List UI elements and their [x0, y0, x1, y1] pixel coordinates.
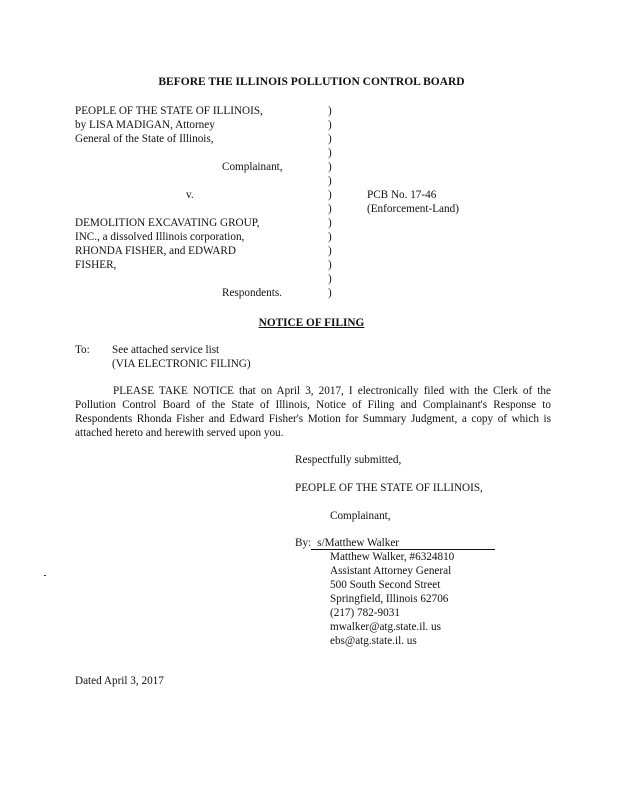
recipient-line: See attached service list: [112, 344, 220, 356]
complainant-block: [75, 104, 315, 146]
paren-mark: ): [328, 259, 332, 271]
respondent-line: FISHER,: [75, 259, 117, 271]
board-title: BEFORE THE ILLINOIS POLLUTION CONTROL BOARD: [158, 76, 465, 88]
paren-mark: ): [328, 203, 332, 215]
paren-mark: ): [328, 287, 332, 299]
respondent-role: Respondents.: [222, 287, 282, 299]
attorney-email: mwalker@atg.state.il. us: [330, 621, 441, 633]
attorney-line: Assistant Attorney General: [330, 565, 452, 577]
paren-mark: ): [328, 189, 332, 201]
respondent-line: INC., a dissolved Illinois corporation,: [75, 231, 245, 243]
signature-underline: [311, 536, 495, 550]
party-role: Complainant,: [330, 510, 391, 522]
by-label: By:: [295, 537, 312, 549]
closing: Respectfully submitted,: [295, 454, 402, 466]
paren-mark: ): [328, 231, 332, 243]
party-name: PEOPLE OF THE STATE OF ILLINOIS,: [295, 482, 483, 494]
paren-mark: ): [328, 119, 332, 131]
attorney-line: Matthew Walker, #6324810: [330, 551, 455, 563]
respondent-block: [75, 216, 325, 272]
paren-mark: ): [328, 217, 332, 229]
to-recipients: [112, 343, 251, 371]
complainant-role: Complainant,: [222, 161, 283, 173]
paren-mark: ): [328, 147, 332, 159]
attorney-email: ebs@atg.state.il. us: [330, 635, 417, 647]
attorney-line: (217) 782-9031: [330, 607, 400, 619]
versus-label: v.: [186, 189, 194, 201]
attorney-line: Springfield, Illinois 62706: [330, 593, 449, 605]
notice-body: [75, 384, 551, 440]
dated-line: Dated April 3, 2017: [75, 675, 164, 687]
notice-body-text: PLEASE TAKE NOTICE that on April 3, 2017, I electronically filed with the Clerk of the Pollution Control Board of the State of Illinois, Notice of Filing and Complainant's Response to Respondents Rhonda Fisher and Edward Fisher's Motion for Summary Judgment, a copy of which is attached hereto and herewith served upon you.: [75, 385, 551, 439]
paren-mark: ): [328, 105, 332, 117]
case-type: (Enforcement-Land): [367, 203, 459, 215]
respondent-line: DEMOLITION EXCAVATING GROUP,: [75, 217, 260, 229]
complainant-line: General of the State of Illinois,: [75, 133, 214, 145]
scan-speck: [44, 575, 46, 576]
to-label: To:: [75, 344, 90, 356]
attorney-block: [330, 550, 454, 648]
case-number: PCB No. 17-46: [367, 189, 437, 201]
notice-heading: NOTICE OF FILING: [258, 317, 365, 329]
attorney-line: 500 South Second Street: [330, 579, 441, 591]
signature-line: [295, 536, 495, 550]
paren-mark: ): [328, 273, 332, 285]
signed-name: s/Matthew Walker: [317, 537, 400, 549]
case-info: [367, 188, 459, 216]
paren-mark: ): [328, 133, 332, 145]
complainant-line: PEOPLE OF THE STATE OF ILLINOIS,: [75, 105, 263, 117]
recipient-line: (VIA ELECTRONIC FILING): [112, 358, 251, 370]
caption-parentheses: [328, 104, 338, 300]
paren-mark: ): [328, 161, 332, 173]
paren-mark: ): [328, 175, 332, 187]
paren-mark: ): [328, 245, 332, 257]
respondent-line: RHONDA FISHER, and EDWARD: [75, 245, 236, 257]
complainant-line: by LISA MADIGAN, Attorney: [75, 119, 215, 131]
